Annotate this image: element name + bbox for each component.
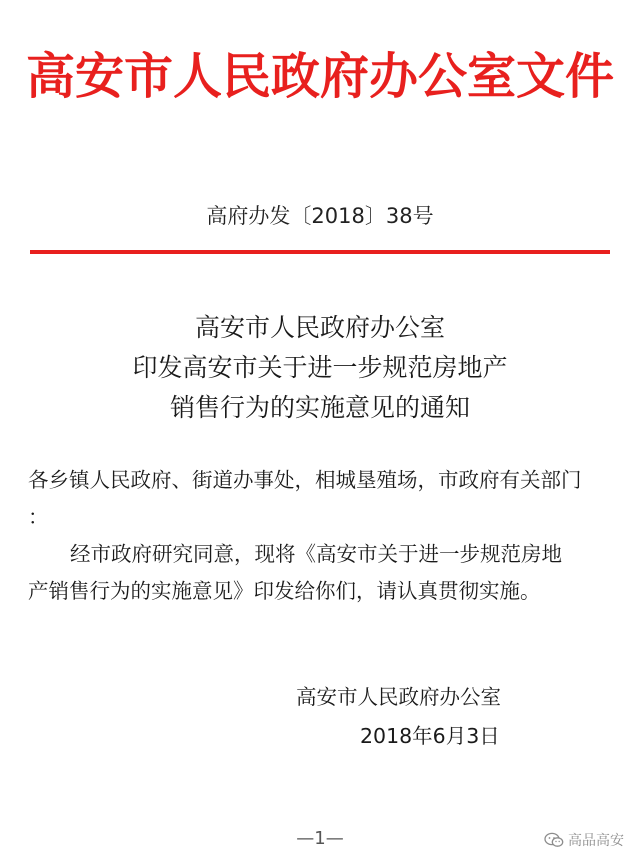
watermark xyxy=(544,830,624,850)
addressee-line: 各乡镇人民政府、街道办事处，相城垦殖场，市政府有关部门 xyxy=(28,468,582,492)
title-line: 印发高安市关于进一步规范房地产 xyxy=(132,353,508,382)
document-number: 高府办发〔2018〕38号 xyxy=(206,204,434,228)
signature-org: 高安市人民政府办公室 xyxy=(296,685,501,709)
masthead: 高安市人民政府办公室文件 xyxy=(25,47,614,105)
signature-date: 2018年6月3日 xyxy=(360,724,500,748)
wechat-icon xyxy=(544,832,564,848)
title-line: 高安市人民政府办公室 xyxy=(194,313,445,342)
body-paragraph-line: 产销售行为的实施意见》印发给你们，请认真贯彻实施。 xyxy=(28,579,541,603)
title-line: 销售行为的实施意见的通知 xyxy=(169,393,470,422)
red-divider xyxy=(30,250,610,254)
body-paragraph-line: 经市政府研究同意，现将《高安市关于进一步规范房地 xyxy=(70,542,562,566)
watermark-text: 高品高安 xyxy=(568,833,624,849)
addressee-colon: ： xyxy=(28,505,49,529)
notice-body xyxy=(28,462,618,610)
notice-title xyxy=(0,308,640,428)
page-number: —1— xyxy=(296,828,344,849)
